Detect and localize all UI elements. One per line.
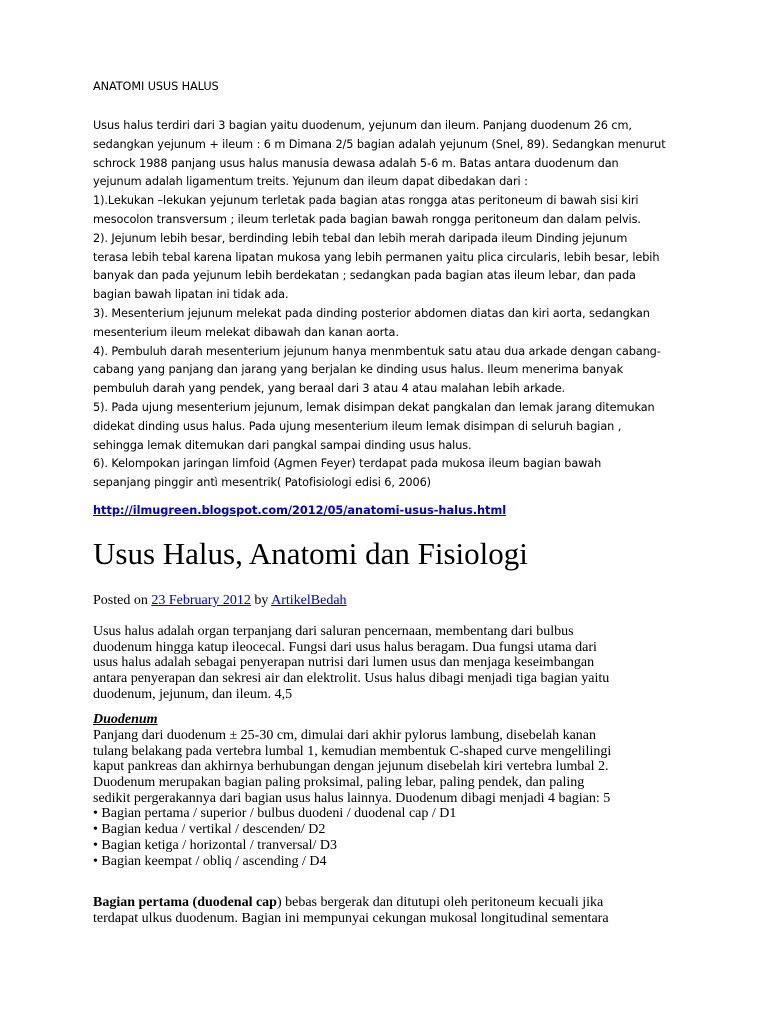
- text-line: didekat dinding usus halus. Pada ujung mesenterium ileum lemak disimpan di seluruh bagian ,: [93, 419, 622, 433]
- text-line: mesocolon transversum ; ileum terletak pada bagian bawah rongga peritoneum dan dalam pelvis.: [93, 212, 641, 226]
- text-line: Panjang dari duodenum ± 25-30 cm, dimulai dari akhir pylorus lambung, disebelah kanan: [93, 728, 597, 743]
- text-line: cabang yang panjang dan jarang yang berjalan ke dinding usus halus. Ileum menerima banyak: [93, 363, 624, 377]
- bullet-item: • Bagian ketiga / horizontal / tranversal/ D3: [93, 837, 337, 853]
- text-line: sedangkan yejunum + ileum : 6 m Dimana 2/5 bagian adalah yejunum (Snel, 89). Sedangkan menurut: [93, 137, 666, 151]
- text-line: 4). Pembuluh darah mesenterium jejunum hanya menmbentuk satu atau dua arkade dengan cabang-: [93, 344, 661, 358]
- text-line: schrock 1988 panjang usus halus manusia dewasa adalah 5-6 m. Batas antara duodenum dan: [93, 156, 619, 170]
- author-link[interactable]: ArtikelBedah: [271, 593, 347, 608]
- duodenum-paragraph: [93, 728, 693, 869]
- posted-line: [93, 593, 347, 609]
- duodenal-cap-paragraph: [93, 895, 693, 926]
- anatomy-paragraph: [93, 117, 693, 493]
- text-line: terasa lebih tebal karena lipatan mukosa yang lebih permanen yaitu plica circularis, lebih besar, lebih: [93, 250, 660, 264]
- text-line: kaput pankreas dan akhirnya berhubungan dengan jejunum disebelah kiri vertebra lumbal 2.: [93, 759, 609, 775]
- text-line: 3). Mesenterium jejunum melekat pada dinding posterior abdomen diatas dan kiri aorta, sedangkan: [93, 306, 650, 320]
- text-line: sepanjang pinggir antì mesentrik( Patofisiologi edisi 6, 2006): [93, 476, 431, 490]
- text-line: tulang belakang pada vertebra lumbal 1, kemudian membentuk C-shaped curve mengelilingi: [93, 743, 612, 759]
- text-line: 2). Jejunum lebih besar, berdinding lebih tebal dan lebih merah daripada ileum Dinding jejunum: [93, 231, 628, 245]
- text-line: antara penyerapan dan sekresi air dan elektrolit. Usus halus dibagi menjadi tiga bagian yaitu: [93, 671, 610, 687]
- text-line: sedikit pergerakannya dari bagian usus halus lainnya. Duodenum dibagi menjadi 4 bagian: 5: [93, 790, 611, 806]
- posted-date-link[interactable]: 23 February 2012: [151, 593, 251, 608]
- duodenum-heading: Duodenum: [93, 712, 158, 727]
- text-line: terdapat ulkus duodenum. Bagian ini mempunyai cekungan mukosal longitudinal sementara: [93, 910, 609, 926]
- text-line: banyak dan pada yejunum lebih berdekatan ; sedangkan pada bagian atas ileum lebar, dan pada: [93, 269, 636, 283]
- posted-prefix: Posted on: [93, 593, 152, 608]
- text-line: Usus halus terdiri dari 3 bagian yaitu duodenum, yejunum dan ileum. Panjang duodenum 26 cm,: [93, 119, 632, 132]
- bullet-item: • Bagian kedua / vertikal / descenden/ D2: [93, 822, 326, 838]
- article-title: Usus Halus, Anatomi dan Fisiologi: [93, 536, 528, 571]
- text-line: sehingga lemak ditemukan dari pangkal sampai dinding usus halus.: [93, 438, 472, 452]
- text-line: 6). Kelompokan jaringan limfoid (Agmen Feyer) terdapat pada mukosa ileum bagian bawah: [93, 457, 602, 471]
- text-line: mesenterium ileum melekat dibawah dan kanan aorta.: [93, 325, 399, 339]
- source-link[interactable]: http://ilmugreen.blogspot.com/2012/05/anatomi-usus-halus.html: [93, 504, 507, 517]
- text-line: duodenum, jejunum, dan ileum. 4,5: [93, 686, 293, 702]
- bullet-item: • Bagian pertama / superior / bulbus duodeni / duodenal cap / D1: [93, 806, 457, 822]
- posted-by: by: [250, 593, 272, 608]
- text-line: Usus halus adalah organ terpanjang dari saluran pencernaan, membentang dari bulbus: [93, 624, 574, 639]
- text-line: yejunum adalah ligamentum treits. Yejunum dan ileum dapat dibedakan dari :: [93, 175, 528, 189]
- text-line: 5). Pada ujung mesenterium jejunum, lemak disimpan dekat pangkalan dan lemak jarang ditemukan: [93, 400, 655, 414]
- text-line: usus halus adalah sebagai penyerapan nutrisi dari lumen usus dan menjaga keseimbangan: [93, 655, 595, 671]
- text-run: ) bebas bergerak dan ditutupi oleh peritoneum kecuali jika: [276, 895, 604, 910]
- text-line: bagian bawah lipatan ini tidak ada.: [93, 288, 289, 302]
- bullet-item: • Bagian keempat / obliq / ascending / D4: [93, 853, 327, 869]
- bold-term: Bagian pertama (duodenal cap: [93, 895, 277, 910]
- text-line: [93, 895, 693, 911]
- text-line: duodenum hingga katup ileocecal. Fungsi dari usus halus beragam. Dua fungsi utama dari: [93, 639, 597, 655]
- intro-paragraph: [93, 624, 693, 702]
- section-heading: ANATOMI USUS HALUS: [93, 80, 219, 93]
- text-line: pembuluh darah yang pendek, yang beraal dari 3 atau 4 atau malahan lebih arkade.: [93, 382, 566, 396]
- text-line: Duodenum merupakan bagian paling proksimal, paling lebar, paling pendek, dan paling: [93, 775, 585, 791]
- text-line: 1).Lekukan –lekukan yejunum terletak pada bagian atas rongga atas peritoneum di bawah sisi kiri: [93, 194, 639, 208]
